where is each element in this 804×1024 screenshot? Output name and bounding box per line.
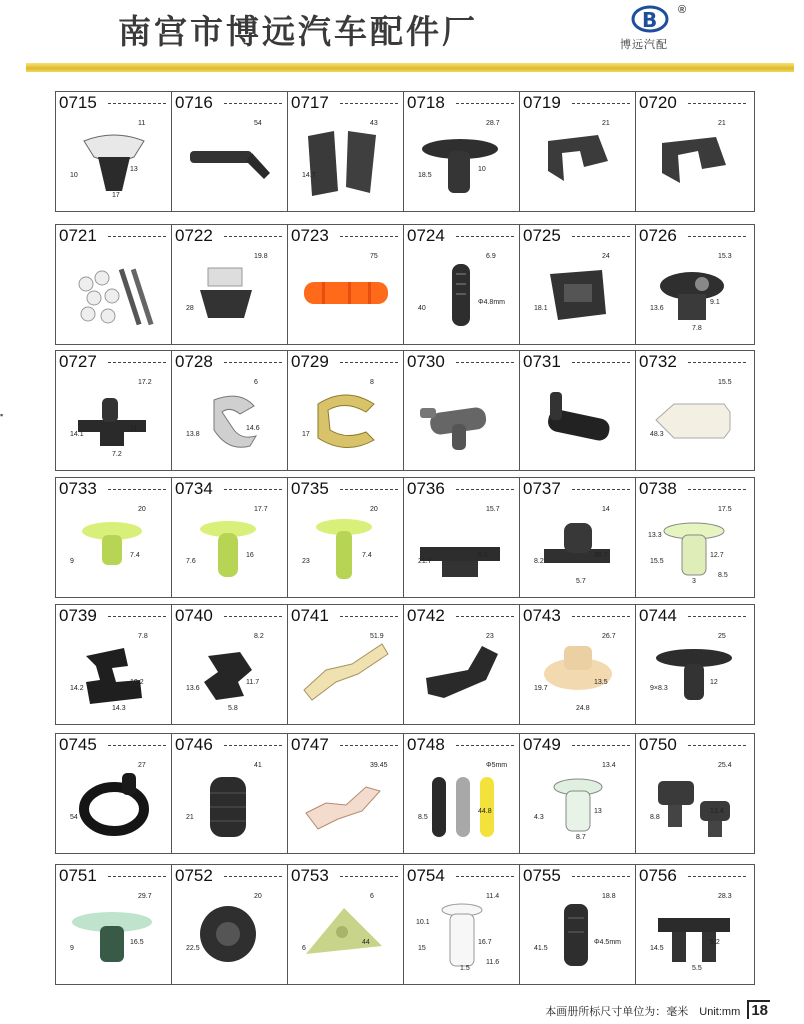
part-photo-icon: [180, 114, 280, 208]
dimension-label: 18.5: [418, 172, 432, 179]
dimension-label: 26.7: [602, 633, 616, 640]
part-photo-icon: [64, 887, 164, 981]
part-code: 0724: [407, 226, 445, 245]
code-rule: [688, 103, 746, 104]
dimension-label: 11.6: [486, 959, 500, 966]
part-photo-icon: [644, 114, 744, 208]
dimension-label: 23: [486, 633, 494, 640]
part-cell[interactable]: [56, 734, 172, 853]
dimension-label: 17.2: [138, 379, 152, 386]
part-photo-icon: [296, 887, 396, 981]
dimension-label: 39.45: [370, 762, 388, 769]
dimension-label: 5.8: [228, 705, 238, 712]
code-rule: [340, 103, 398, 104]
code-rule: [224, 489, 282, 490]
code-rule: [108, 876, 166, 877]
dimension-label: 8.2: [534, 558, 544, 565]
dimension-label: 21: [602, 120, 610, 127]
catalog-row: [55, 604, 755, 725]
part-code: 0748: [407, 735, 445, 754]
part-cell[interactable]: [172, 92, 288, 211]
part-photo-icon: [64, 500, 164, 594]
page-edge-mark: ▪: [0, 410, 4, 420]
dimension-label: 21.7: [418, 558, 432, 565]
part-code: 0751: [59, 866, 97, 885]
part-code: 0729: [291, 352, 329, 371]
dimension-label: 41: [254, 762, 262, 769]
code-rule: [688, 362, 746, 363]
part-cell[interactable]: [56, 92, 172, 211]
code-rule: [224, 745, 282, 746]
logo-caption: 博远汽配: [620, 38, 668, 51]
dimension-label: 35.7: [594, 552, 608, 559]
dimension-label: 22.5: [186, 945, 200, 952]
part-photo-icon: [644, 627, 744, 721]
code-rule: [572, 876, 630, 877]
part-cell[interactable]: [404, 92, 520, 211]
code-rule: [224, 362, 282, 363]
dimension-label: 28.3: [718, 893, 732, 900]
code-rule: [340, 489, 398, 490]
dimension-label: 13.3: [648, 532, 662, 539]
part-photo-icon: [64, 247, 164, 341]
dimension-label: 9×8.3: [650, 685, 668, 692]
dimension-label: 7.8: [138, 633, 148, 640]
dimension-label: 19.7: [534, 685, 548, 692]
dimension-label: 51.9: [370, 633, 384, 640]
dimension-label: 44: [362, 939, 370, 946]
dimension-label: 75: [370, 253, 378, 260]
page-number: 18: [747, 1000, 770, 1019]
dimension-label: 15.5: [650, 558, 664, 565]
part-code: 0739: [59, 606, 97, 625]
part-code: 0733: [59, 479, 97, 498]
registered-mark: ®: [678, 4, 687, 16]
part-photo-icon: [180, 247, 280, 341]
dimension-label: 18.1: [534, 305, 548, 312]
part-code: 0718: [407, 93, 445, 112]
dimension-label: 10.2: [130, 679, 144, 686]
part-code: 0726: [639, 226, 677, 245]
dimension-label: 13.5: [594, 679, 608, 686]
part-photo-icon: [180, 887, 280, 981]
dimension-label: 25: [718, 633, 726, 640]
dimension-label: 25.4: [718, 762, 732, 769]
dimension-label: 9.1: [710, 299, 720, 306]
part-code: 0744: [639, 606, 677, 625]
part-code: 0741: [291, 606, 329, 625]
dimension-label: 14.7: [302, 172, 316, 179]
part-cell[interactable]: [520, 225, 636, 344]
dimension-label: 44.8: [478, 808, 492, 815]
dimension-label: 8.2: [254, 633, 264, 640]
part-cell[interactable]: [56, 865, 172, 984]
part-code: 0756: [639, 866, 677, 885]
dimension-label: 19.8: [254, 253, 268, 260]
gold-divider: [26, 63, 794, 72]
dimension-label: 20: [370, 506, 378, 513]
dimension-label: 21: [186, 814, 194, 821]
dimension-label: 11.7: [246, 679, 260, 686]
dimension-label: 8.1: [478, 552, 488, 559]
dimension-label: 9: [70, 945, 74, 952]
part-code: 0750: [639, 735, 677, 754]
part-photo-icon: [296, 756, 396, 850]
part-photo-icon: [528, 247, 628, 341]
dimension-label: 24: [602, 253, 610, 260]
part-cell[interactable]: [404, 734, 520, 853]
part-cell[interactable]: [520, 478, 636, 597]
dimension-label: 11: [130, 425, 138, 432]
part-cell[interactable]: [404, 605, 520, 724]
part-code: 0743: [523, 606, 561, 625]
part-code: 0735: [291, 479, 329, 498]
part-cell[interactable]: [636, 478, 752, 597]
code-rule: [108, 362, 166, 363]
part-code: 0754: [407, 866, 445, 885]
dimension-label: 16.7: [478, 939, 492, 946]
part-code: 0721: [59, 226, 97, 245]
code-rule: [224, 616, 282, 617]
code-rule: [572, 616, 630, 617]
part-cell[interactable]: [56, 605, 172, 724]
code-rule: [456, 103, 514, 104]
code-rule: [340, 876, 398, 877]
catalog-row: [55, 350, 755, 471]
by-logo-icon: [628, 4, 676, 34]
dimension-label: 17.5: [718, 506, 732, 513]
code-rule: [572, 103, 630, 104]
part-cell[interactable]: [288, 605, 404, 724]
part-photo-icon: [644, 756, 744, 850]
svg-text:B: B: [642, 8, 658, 32]
dimension-label: 4.3: [534, 814, 544, 821]
dimension-label: 6.9: [486, 253, 496, 260]
dimension-label: 20: [138, 506, 146, 513]
dimension-label: 13.4: [602, 762, 616, 769]
code-rule: [224, 103, 282, 104]
dimension-label: 27: [138, 762, 146, 769]
dimension-label: 7.6: [186, 558, 196, 565]
part-cell[interactable]: [172, 865, 288, 984]
part-cell[interactable]: [404, 478, 520, 597]
dimension-label: 23: [302, 558, 310, 565]
part-cell[interactable]: [288, 225, 404, 344]
dimension-label: 29.7: [138, 893, 152, 900]
part-photo-icon: [296, 627, 396, 721]
part-photo-icon: [296, 373, 396, 467]
part-code: 0719: [523, 93, 561, 112]
dimension-label: 18.8: [602, 893, 616, 900]
company-logo: [620, 4, 700, 54]
dimension-label: 17.7: [254, 506, 268, 513]
part-code: 0722: [175, 226, 213, 245]
part-photo-icon: [412, 114, 512, 208]
dimension-label: Φ5mm: [486, 762, 508, 769]
dimension-label: 17: [112, 192, 120, 199]
dimension-label: 13.8: [186, 431, 200, 438]
part-cell[interactable]: [636, 865, 752, 984]
part-code: 0717: [291, 93, 329, 112]
dimension-label: 12: [710, 679, 718, 686]
code-rule: [224, 876, 282, 877]
part-cell[interactable]: [520, 92, 636, 211]
part-photo-icon: [296, 114, 396, 208]
catalog-row: [55, 477, 755, 598]
part-photo-icon: [64, 756, 164, 850]
dimension-label: 14.5: [650, 945, 664, 952]
code-rule: [688, 489, 746, 490]
part-code: 0715: [59, 93, 97, 112]
dimension-label: 13: [594, 808, 602, 815]
part-code: 0755: [523, 866, 561, 885]
part-cell[interactable]: [288, 865, 404, 984]
dimension-label: 15.3: [718, 253, 732, 260]
part-cell[interactable]: [404, 865, 520, 984]
dimension-label: 20: [254, 893, 262, 900]
code-rule: [456, 489, 514, 490]
unit-note: 本画册所标尺寸单位为：毫米: [545, 1006, 689, 1018]
dimension-label: 8: [370, 379, 374, 386]
part-photo-icon: [412, 627, 512, 721]
catalog-row: [55, 91, 755, 212]
dimension-label: 54: [254, 120, 262, 127]
code-rule: [572, 489, 630, 490]
dimension-label: 12.7: [710, 552, 724, 559]
dimension-label: 7.4: [362, 552, 372, 559]
dimension-label: 10: [70, 172, 78, 179]
page-footer: [545, 1002, 770, 1019]
dimension-label: Φ4.5mm: [594, 939, 621, 946]
part-code: 0727: [59, 352, 97, 371]
part-cell[interactable]: [288, 734, 404, 853]
catalog-header: [0, 0, 804, 78]
part-cell[interactable]: [172, 478, 288, 597]
dimension-label: 9: [70, 558, 74, 565]
part-code: 0728: [175, 352, 213, 371]
dimension-label: 11.4: [486, 893, 500, 900]
code-rule: [572, 236, 630, 237]
dimension-label: 6: [254, 379, 258, 386]
company-title: 南宫市博远汽车配件厂: [118, 12, 478, 51]
part-code: 0720: [639, 93, 677, 112]
part-cell[interactable]: [288, 351, 404, 470]
dimension-label: 21: [718, 120, 726, 127]
code-rule: [456, 236, 514, 237]
dimension-label: 14.3: [112, 705, 126, 712]
part-code: 0736: [407, 479, 445, 498]
part-photo-icon: [180, 756, 280, 850]
part-code: 0738: [639, 479, 677, 498]
part-photo-icon: [296, 247, 396, 341]
code-rule: [108, 103, 166, 104]
part-code: 0723: [291, 226, 329, 245]
part-cell[interactable]: [520, 605, 636, 724]
dimension-label: 8.5: [718, 572, 728, 579]
dimension-label: 3: [692, 578, 696, 585]
code-rule: [108, 489, 166, 490]
dimension-label: 14.6: [246, 425, 260, 432]
part-cell[interactable]: [520, 865, 636, 984]
part-cell[interactable]: [56, 478, 172, 597]
part-cell[interactable]: [56, 351, 172, 470]
dimension-label: 8.8: [650, 814, 660, 821]
code-rule: [572, 362, 630, 363]
part-photo-icon: [180, 500, 280, 594]
code-rule: [456, 876, 514, 877]
part-code: 0725: [523, 226, 561, 245]
code-rule: [108, 616, 166, 617]
catalog-row: [55, 224, 755, 345]
part-code: 0752: [175, 866, 213, 885]
dimension-label: 14: [602, 506, 610, 513]
dimension-label: 8.5: [418, 814, 428, 821]
dimension-label: 5.7: [576, 578, 586, 585]
part-code: 0730: [407, 352, 445, 371]
part-photo-icon: [412, 247, 512, 341]
part-cell[interactable]: [636, 605, 752, 724]
part-cell[interactable]: [404, 351, 520, 470]
dimension-label: 15.7: [486, 506, 500, 513]
dimension-label: Φ4.8mm: [478, 299, 505, 306]
part-cell[interactable]: [288, 478, 404, 597]
part-code: 0732: [639, 352, 677, 371]
dimension-label: 10: [478, 166, 486, 173]
part-cell[interactable]: [172, 351, 288, 470]
part-cell[interactable]: [172, 225, 288, 344]
dimension-label: 54: [70, 814, 78, 821]
dimension-label: 1.5: [460, 965, 470, 972]
dimension-label: 28: [186, 305, 194, 312]
dimension-label: 15: [418, 945, 426, 952]
dimension-label: 10.1: [416, 919, 430, 926]
part-code: 0731: [523, 352, 561, 371]
dimension-label: 48.3: [650, 431, 664, 438]
dimension-label: 43: [370, 120, 378, 127]
dimension-label: 7.2: [112, 451, 122, 458]
part-cell[interactable]: [636, 92, 752, 211]
part-cell[interactable]: [288, 92, 404, 211]
part-cell[interactable]: [636, 225, 752, 344]
part-photo-icon: [528, 887, 628, 981]
part-cell[interactable]: [520, 351, 636, 470]
dimension-label: 5.2: [710, 939, 720, 946]
catalog-row: [55, 864, 755, 985]
dimension-label: 13.6: [650, 305, 664, 312]
dimension-label: 8.7: [576, 834, 586, 841]
part-photo-icon: [528, 114, 628, 208]
part-cell[interactable]: [636, 351, 752, 470]
code-rule: [456, 745, 514, 746]
part-code: 0742: [407, 606, 445, 625]
part-cell[interactable]: [636, 734, 752, 853]
part-photo-icon: [412, 756, 512, 850]
part-photo-icon: [528, 373, 628, 467]
part-code: 0734: [175, 479, 213, 498]
dimension-label: 13.6: [186, 685, 200, 692]
dimension-label: 5.5: [692, 965, 702, 972]
part-code: 0747: [291, 735, 329, 754]
dimension-label: 28.7: [486, 120, 500, 127]
part-photo-icon: [180, 373, 280, 467]
part-cell[interactable]: [404, 225, 520, 344]
unit-label: Unit:mm: [699, 1006, 741, 1018]
dimension-label: 14.1: [70, 431, 84, 438]
part-photo-icon: [412, 373, 512, 467]
part-cell[interactable]: [520, 734, 636, 853]
dimension-label: 11: [138, 120, 146, 127]
dimension-label: 16: [246, 552, 254, 559]
part-code: 0745: [59, 735, 97, 754]
dimension-label: 24.8: [576, 705, 590, 712]
dimension-label: 40: [418, 305, 426, 312]
part-cell[interactable]: [172, 605, 288, 724]
dimension-label: 13: [130, 166, 138, 173]
part-cell[interactable]: [56, 225, 172, 344]
code-rule: [340, 362, 398, 363]
code-rule: [688, 876, 746, 877]
part-code: 0740: [175, 606, 213, 625]
part-photo-icon: [296, 500, 396, 594]
code-rule: [340, 616, 398, 617]
part-code: 0753: [291, 866, 329, 885]
dimension-label: 6: [370, 893, 374, 900]
dimension-label: 13.4: [710, 808, 724, 815]
dimension-label: 17: [302, 431, 310, 438]
code-rule: [224, 236, 282, 237]
dimension-label: 41.5: [534, 945, 548, 952]
code-rule: [340, 745, 398, 746]
part-cell[interactable]: [172, 734, 288, 853]
part-photo-icon: [644, 373, 744, 467]
code-rule: [688, 745, 746, 746]
part-code: 0737: [523, 479, 561, 498]
dimension-label: 15.5: [718, 379, 732, 386]
dimension-label: 6: [302, 945, 306, 952]
part-photo-icon: [412, 500, 512, 594]
code-rule: [340, 236, 398, 237]
code-rule: [456, 362, 514, 363]
code-rule: [688, 616, 746, 617]
code-rule: [688, 236, 746, 237]
dimension-label: 16.5: [130, 939, 144, 946]
code-rule: [108, 745, 166, 746]
code-rule: [572, 745, 630, 746]
code-rule: [108, 236, 166, 237]
dimension-label: 7.8: [692, 325, 702, 332]
dimension-label: 7.4: [130, 552, 140, 559]
part-code: 0749: [523, 735, 561, 754]
dimension-label: 14.2: [70, 685, 84, 692]
part-code: 0716: [175, 93, 213, 112]
catalog-row: [55, 733, 755, 854]
code-rule: [456, 616, 514, 617]
part-code: 0746: [175, 735, 213, 754]
